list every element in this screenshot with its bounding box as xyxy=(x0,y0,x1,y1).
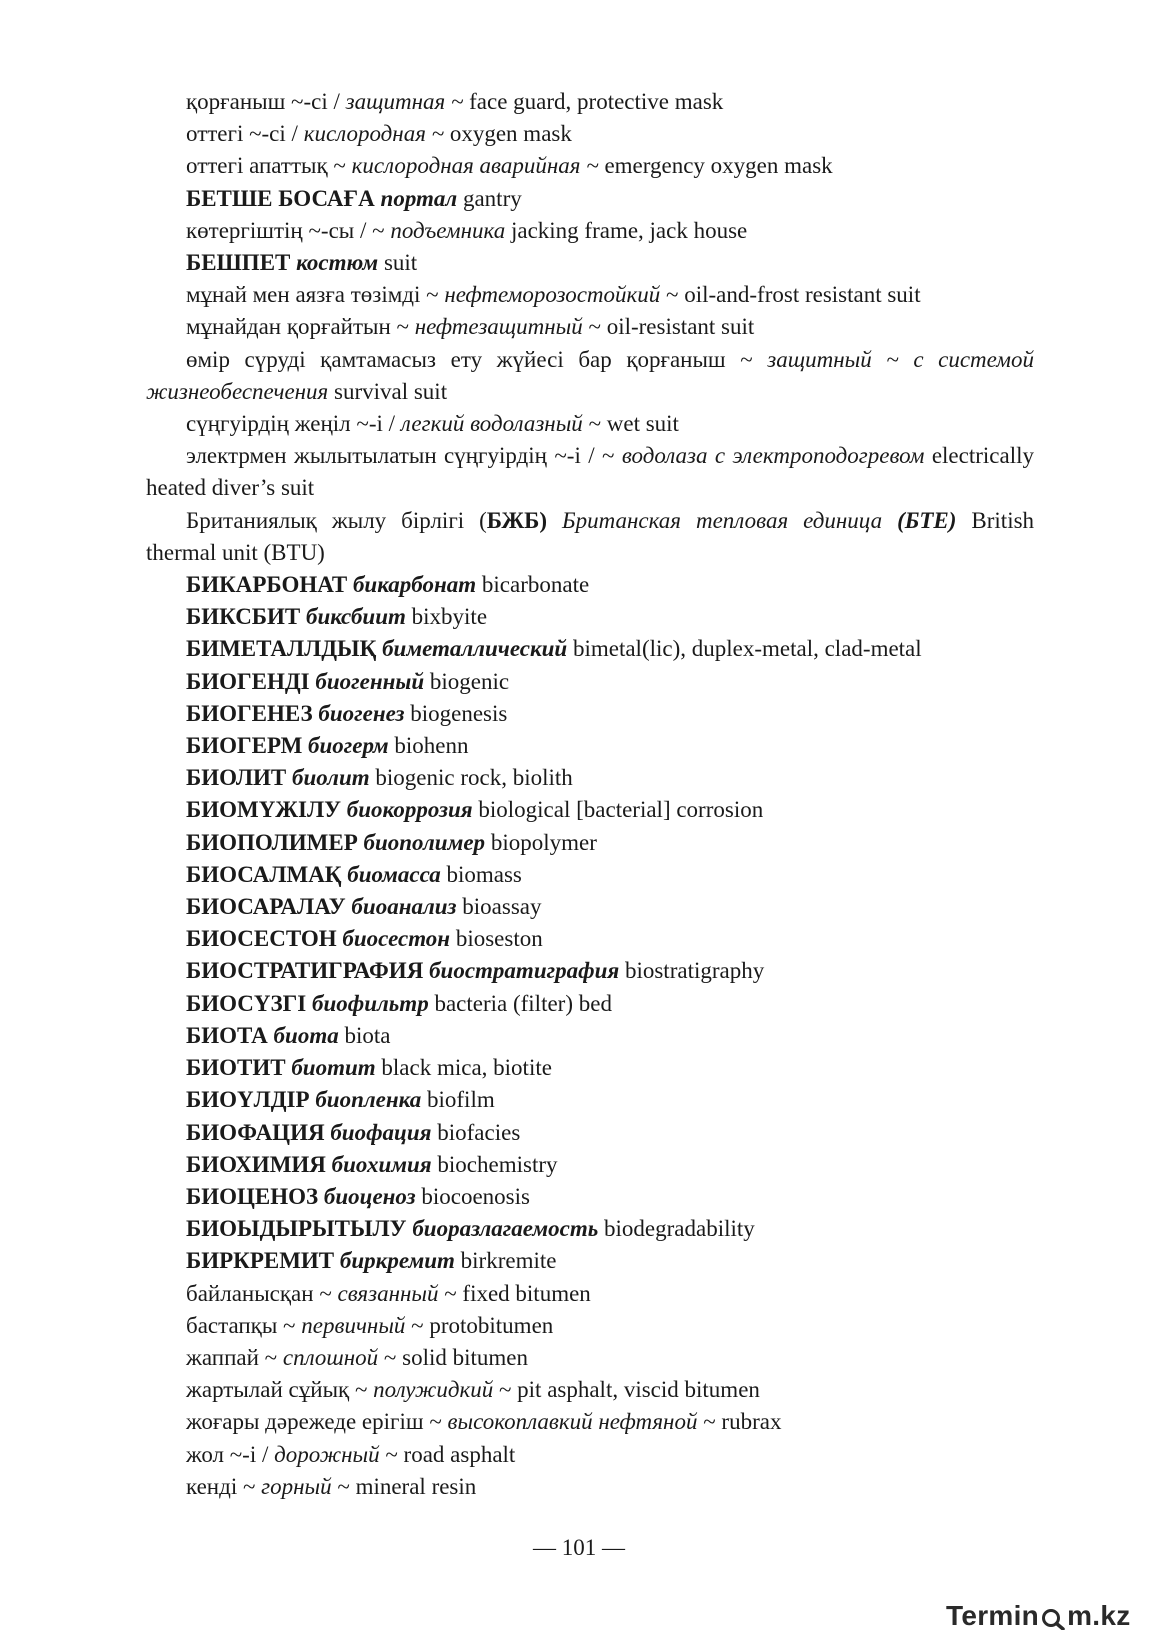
dictionary-entry xyxy=(146,1471,1034,1503)
russian-term: связанный xyxy=(337,1280,439,1306)
dictionary-entry xyxy=(146,150,1034,182)
headword: БЕШПЕТ xyxy=(186,250,297,276)
entry-text: birkremite xyxy=(454,1248,557,1274)
headword: БИОСЕСТОН xyxy=(186,926,343,952)
entry-text: бастапқы ~ xyxy=(186,1312,302,1338)
russian-headword: биоценоз xyxy=(323,1183,416,1209)
russian-headword: биопленка xyxy=(315,1087,422,1113)
dictionary-entry xyxy=(146,666,1034,698)
dictionary-entry xyxy=(146,955,1034,987)
dictionary-entry xyxy=(146,247,1034,279)
dictionary-entry xyxy=(146,1374,1034,1406)
dictionary-entry xyxy=(146,1084,1034,1116)
entry-text xyxy=(882,508,897,533)
entry-text: байланысқан ~ xyxy=(186,1280,338,1306)
dictionary-entry xyxy=(146,891,1034,923)
dictionary-body xyxy=(146,86,1034,1503)
entry-text: biostratigraphy xyxy=(619,958,765,984)
entry-text: bicarbonate xyxy=(476,572,590,598)
dictionary-entry xyxy=(146,311,1034,343)
entry-text: ~ solid bitumen xyxy=(378,1344,528,1370)
dictionary-entry xyxy=(146,827,1034,859)
dictionary-entry xyxy=(146,344,1034,408)
headword: БИОГЕНЕЗ xyxy=(186,700,319,726)
headword: БИОЫДЫРЫТЫЛУ xyxy=(186,1216,413,1242)
dictionary-entry xyxy=(146,440,1034,504)
headword: БИРКРЕМИТ xyxy=(186,1248,340,1274)
headword: БИОҮЛДІР xyxy=(186,1087,316,1113)
entry-text: electrically heated diver’s suit xyxy=(146,443,1034,501)
dictionary-entry xyxy=(146,569,1034,601)
entry-text: bixbyite xyxy=(405,604,488,630)
dictionary-entry xyxy=(146,633,1034,665)
russian-headword: портал xyxy=(380,185,458,211)
russian-headword: (БТЕ) xyxy=(897,507,957,533)
entry-text: оттегі ~-сі / xyxy=(186,121,304,147)
headword: БИОПОЛИМЕР xyxy=(186,829,364,855)
entry-text: Британиялық жылу бірлігі ( xyxy=(186,507,487,533)
entry-text: ~ mineral resin xyxy=(331,1473,477,1499)
entry-text: жол ~-і / xyxy=(186,1441,275,1467)
dictionary-entry xyxy=(146,1310,1034,1342)
dictionary-entry xyxy=(146,698,1034,730)
entry-text: biogenesis xyxy=(404,700,508,726)
entry-text: мұнай мен аязға төзімді ~ xyxy=(186,282,445,308)
headword: БИОГЕРМ xyxy=(186,733,309,759)
entry-text: ~ fixed bitumen xyxy=(438,1280,591,1306)
dictionary-entry xyxy=(146,762,1034,794)
entry-text: biogenic rock, biolith xyxy=(369,765,573,791)
russian-headword: биогенез xyxy=(318,700,405,726)
russian-headword: биогерм xyxy=(308,733,389,759)
dictionary-entry xyxy=(146,1342,1034,1374)
russian-headword: биксбиит xyxy=(306,604,406,630)
dictionary-entry xyxy=(146,1181,1034,1213)
russian-term: кислородная ~ xyxy=(303,121,445,147)
entry-text: ~ wet suit xyxy=(582,411,679,437)
russian-headword: биостратиграфия xyxy=(429,958,620,984)
entry-text: jacking frame, jack house xyxy=(505,217,748,243)
dictionary-entry xyxy=(146,1406,1034,1438)
entry-text: biodegradability xyxy=(598,1216,755,1242)
dictionary-entry xyxy=(146,923,1034,955)
entry-text: biocoenosis xyxy=(415,1183,530,1209)
headword: БИКАРБОНАТ xyxy=(186,572,353,598)
russian-headword: биофация xyxy=(330,1119,432,1145)
entry-text: ~ pit asphalt, viscid bitumen xyxy=(493,1377,760,1403)
headword: БИОМҮЖІЛУ xyxy=(186,797,347,823)
entry-text: жоғары дәрежеде ерігіш ~ xyxy=(186,1409,448,1435)
entry-text: ~ protobitumen xyxy=(405,1312,554,1338)
headword: БЖБ) xyxy=(486,507,548,533)
russian-term: первичный xyxy=(301,1312,406,1338)
entry-text: қорғаныш ~-сі / xyxy=(186,89,346,114)
headword: БИОСТРАТИГРАФИЯ xyxy=(186,958,430,984)
entry-text: электрмен жылытылатын сүңгуірдің ~-і / ~ xyxy=(186,443,622,469)
russian-term: высокоплавкий нефтяной xyxy=(447,1409,698,1435)
dictionary-entry xyxy=(146,1149,1034,1181)
russian-headword: биофильтр xyxy=(311,990,429,1016)
headword: БИОЛИТ xyxy=(186,765,292,791)
entry-text: gantry xyxy=(457,185,522,211)
entry-text: British thermal unit (BTU) xyxy=(146,507,1035,565)
entry-text: biomass xyxy=(440,861,522,887)
magnifier-icon xyxy=(1040,1606,1066,1630)
russian-term: защитная ~ xyxy=(345,89,464,114)
russian-headword: биолит xyxy=(291,765,370,791)
headword: БИОФАЦИЯ xyxy=(186,1119,331,1145)
entry-text: ~ rubrax xyxy=(697,1409,782,1435)
russian-headword: биосестон xyxy=(342,926,451,952)
russian-headword: биотит xyxy=(291,1055,376,1081)
dictionary-entry xyxy=(146,794,1034,826)
dictionary-entry xyxy=(146,730,1034,762)
russian-term: нефтезащитный xyxy=(414,314,583,340)
entry-text: biota xyxy=(338,1022,391,1048)
headword: БИОСАЛМАҚ xyxy=(186,861,348,887)
dictionary-entry xyxy=(146,988,1034,1020)
russian-headword: бикарбонат xyxy=(352,572,477,598)
russian-term: легкий водолазный xyxy=(400,411,583,437)
dictionary-entry xyxy=(146,1020,1034,1052)
headword: БИОСҮЗГІ xyxy=(186,990,312,1016)
dictionary-entry xyxy=(146,1245,1034,1277)
entry-text: жартылай сұйық ~ xyxy=(186,1377,374,1403)
logo-text-start: Termin xyxy=(946,1600,1040,1631)
dictionary-entry xyxy=(146,601,1034,633)
dictionary-entry xyxy=(146,1439,1034,1471)
entry-text: кенді ~ xyxy=(186,1473,262,1499)
russian-term: нефтеморозостойкий xyxy=(444,282,661,308)
russian-headword: биоразлагаемость xyxy=(412,1216,599,1242)
russian-headword: биокоррозия xyxy=(346,797,473,823)
entry-text: suit xyxy=(378,250,418,276)
headword: БЕТШЕ БОСАҒА xyxy=(186,185,381,211)
russian-headword: биметаллический xyxy=(382,636,568,662)
headword: БИОТА xyxy=(186,1022,274,1048)
termincom-logo xyxy=(946,1596,1146,1632)
russian-headword: биогенный xyxy=(315,668,425,694)
entry-text: biohenn xyxy=(388,733,469,759)
russian-term: кислородная аварийная ~ xyxy=(351,153,599,179)
entry-text: bimetal(lic), duplex-metal, clad-metal xyxy=(567,636,922,662)
page-number: — 101 — xyxy=(533,1535,625,1560)
entry-text: bioseston xyxy=(450,926,543,952)
russian-term: горный xyxy=(261,1473,332,1499)
entry-text: black mica, biotite xyxy=(375,1055,552,1081)
entry-text: оттегі апаттық ~ xyxy=(186,153,352,179)
headword: БИМЕТАЛЛДЫҚ xyxy=(186,636,383,662)
dictionary-entry xyxy=(146,408,1034,440)
dictionary-entry xyxy=(146,1213,1034,1245)
entry-text: biofilm xyxy=(421,1087,495,1113)
russian-headword: биомасса xyxy=(347,861,441,887)
entry-text: өмір сүруді қамтамасыз ету жүйесі бар қорғаныш ~ xyxy=(186,346,768,372)
entry-text xyxy=(547,508,562,533)
russian-term: Британская тепловая единица xyxy=(562,507,883,533)
russian-term: подъемника xyxy=(390,217,506,243)
entry-text: ~ road asphalt xyxy=(379,1441,516,1467)
russian-headword: биохимия xyxy=(331,1151,432,1177)
dictionary-entry xyxy=(146,86,1034,118)
logo-text-end: m.kz xyxy=(1067,1600,1131,1631)
russian-term: водолаза с электроподогревом xyxy=(621,443,925,469)
entry-text: ~ oil-and-frost resistant suit xyxy=(660,282,921,308)
russian-headword: биоанализ xyxy=(351,894,457,920)
entry-text: oxygen mask xyxy=(444,121,572,147)
russian-term: сплошной xyxy=(282,1344,379,1370)
entry-text: biogenic xyxy=(424,668,510,694)
russian-term: полужидкий xyxy=(373,1377,494,1403)
entry-text: survival suit xyxy=(328,378,448,404)
entry-text: emergency oxygen mask xyxy=(598,153,833,179)
russian-term: защитный ~ с системой жизнеобеспечения xyxy=(146,346,1034,404)
entry-text: face guard, protective mask xyxy=(463,89,724,114)
russian-term: дорожный xyxy=(274,1441,380,1467)
russian-headword: биркремит xyxy=(339,1248,455,1274)
entry-text: biochemistry xyxy=(431,1151,558,1177)
dictionary-entry xyxy=(146,1117,1034,1149)
russian-headword: биота xyxy=(273,1022,339,1048)
dictionary-entry xyxy=(146,279,1034,311)
headword: БИОСАРАЛАУ xyxy=(186,894,352,920)
entry-text: сүңгуірдің жеңіл ~-і / xyxy=(186,411,401,437)
entry-text: ~ oil-resistant suit xyxy=(582,314,755,340)
entry-text: мұнайдан қорғайтын ~ xyxy=(186,314,415,340)
russian-headword: костюм xyxy=(296,250,379,276)
dictionary-entry xyxy=(146,1278,1034,1310)
dictionary-entry xyxy=(146,215,1034,247)
entry-text: bacteria (filter) bed xyxy=(428,990,612,1016)
entry-text: biopolymer xyxy=(485,829,597,855)
headword: БИОТИТ xyxy=(186,1055,292,1081)
dictionary-entry xyxy=(146,505,1034,569)
dictionary-entry xyxy=(146,183,1034,215)
entry-text: biofacies xyxy=(431,1119,521,1145)
entry-text: көтергіштің ~-сы / ~ xyxy=(186,217,391,243)
dictionary-entry xyxy=(146,118,1034,150)
entry-text: жаппай ~ xyxy=(186,1344,283,1370)
headword: БИКСБИТ xyxy=(186,604,306,630)
dictionary-entry xyxy=(146,859,1034,891)
russian-headword: биополимер xyxy=(363,829,486,855)
entry-text: bioassay xyxy=(456,894,542,920)
dictionary-entry xyxy=(146,1052,1034,1084)
headword: БИОЦЕНОЗ xyxy=(186,1183,324,1209)
entry-text: biological [bacterial] corrosion xyxy=(472,797,764,823)
headword: БИОГЕНДІ xyxy=(186,668,316,694)
headword: БИОХИМИЯ xyxy=(186,1151,332,1177)
